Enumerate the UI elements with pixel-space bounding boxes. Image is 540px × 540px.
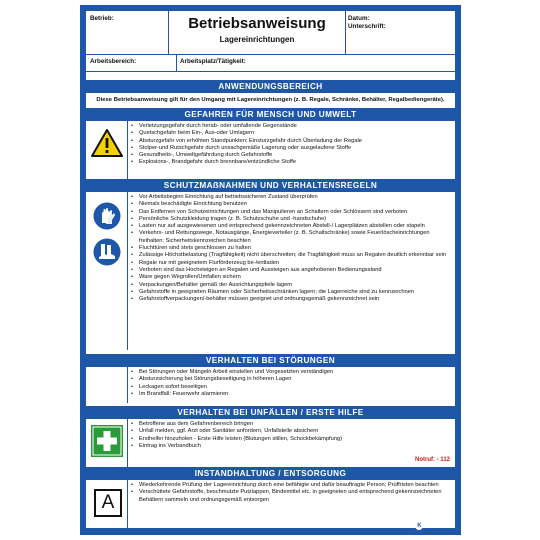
- anwendung-title: ANWENDUNGSBEREICH: [86, 80, 455, 93]
- header-vdivider: [176, 54, 177, 71]
- page-subtitle: Lagereinrichtungen: [219, 35, 295, 44]
- list-item: • Unfall melden, ggf. Arzt oder Sanitäter anfordern, Unfallstelle absichern: [131, 428, 451, 435]
- list-item: • Vor Arbeitsbeginn Einrichtung auf betriebssicheren Zustand überprüfen: [131, 194, 451, 201]
- list-item: • Verschüttete Gefahrstoffe, beschmutzte Putzlappen, Bindemittel etc. in geeigneten und entsprechend gekennzeichneten Behältern sammeln und ordnungsgemäß entsorgen: [131, 489, 451, 504]
- list-item: • Gesundheits-, Umweltgefährdung durch Gefahrstoffe: [131, 152, 451, 159]
- instruction-board: [80, 5, 461, 535]
- gloves-icon: [93, 202, 121, 230]
- boots-icon: [93, 238, 121, 266]
- list-item: • Absturzsicherung bei Störungsbeseitigung in höheren Lagen: [131, 376, 451, 383]
- instandhaltung-title: INSTANDHALTUNG / ENTSORGUNG: [86, 467, 455, 480]
- notruf-label: Notruf: - 112: [414, 457, 450, 463]
- logo-badge: K: [417, 523, 422, 529]
- first-aid-icon: [91, 425, 123, 457]
- unfaelle-divider: [127, 419, 128, 467]
- schutz-section: [86, 192, 455, 350]
- unterschrift-label: Unterschrift:: [348, 23, 386, 30]
- list-item: • Leckagen sofort beseitigen: [131, 384, 451, 391]
- list-item: • Im Brandfall: Feuerwehr alarmieren: [131, 391, 451, 398]
- brand-logo: [415, 522, 455, 530]
- gefahren-section: [86, 121, 455, 179]
- list-item: • Absturzgefahr von erhöhten Standpunkten; Einsturzgefahr durch Überladung der Regale: [131, 138, 451, 145]
- instandhaltung-text: [131, 482, 451, 504]
- betrieb-label: Betrieb:: [90, 15, 114, 22]
- list-item: • Ersthelfer hinzuholen - Erste Hilfe leisten (Blutungen stillen, Schockbekämpfung): [131, 436, 451, 443]
- list-item: • Explosions-, Brandgefahr durch brennbare/entzündliche Stoffe: [131, 159, 451, 166]
- schutz-divider: [127, 192, 128, 350]
- list-item: • Betroffene aus dem Gefahrenbereich bringen: [131, 421, 451, 428]
- instandhaltung-divider: [127, 480, 128, 528]
- list-item: • Verkehrs- und Rettungswege, Notausgänge, Energieverteiler (z. B. Schaltschränke) sowie Feuerlöscheinrichtungen freihalten; Sicherheitskennzeichen beachten: [131, 230, 451, 245]
- unfaelle-title: VERHALTEN BEI UNFÄLLEN / ERSTE HILFE: [86, 406, 455, 419]
- unfaelle-text: [131, 421, 451, 450]
- stoerungen-divider: [127, 367, 128, 403]
- list-item: • Ware gegen Wegrollen/Umfallen sichern: [131, 274, 451, 281]
- list-item: • Niemals beschädigte Einrichtung benutzen: [131, 201, 451, 208]
- header-divider: [86, 54, 455, 55]
- schutz-text: [131, 194, 451, 303]
- gefahren-title: GEFAHREN FÜR MENSCH UND UMWELT: [86, 108, 455, 121]
- page-title: Betriebsanweisung: [188, 15, 326, 32]
- list-item: • Verletzungsgefahr durch herab- oder umfallende Gegenstände: [131, 123, 451, 130]
- list-item: • Regale nur mit geeignetem Flurförderzeug be-/entladen: [131, 260, 451, 267]
- warning-icon: [91, 129, 123, 157]
- list-item: • Lasten nur auf ausgewiesenen und entsprechend gekennzeichneten Abstell-/ Lagerplätzen abstellen oder stapeln: [131, 223, 451, 230]
- list-item: • Eintrag ins Verbandbuch: [131, 443, 451, 450]
- schutz-title: SCHUTZMAẞNAHMEN UND VERHALTENSREGELN: [86, 179, 455, 192]
- list-item: • Bei Störungen oder Mängeln Arbeit einstellen und Vorgesetzten verständigen: [131, 369, 451, 376]
- title-box: [168, 11, 346, 54]
- list-item: • Wiederkehrende Prüfung der Lagereinrichtung durch eine befähigte und dafür beauftragte Person; Prüffristen beachten: [131, 482, 451, 489]
- logo-text: Kroschke: [425, 522, 455, 530]
- arbeitsbereich-label: Arbeitsbereich:: [90, 58, 137, 65]
- list-item: • Verboten sind das Hochsteigen an Regalen und Aussteigen aus angehobenen Bedienungsstand: [131, 267, 451, 274]
- stoerungen-title: VERHALTEN BEI STÖRUNGEN: [86, 354, 455, 367]
- stoerungen-section: [86, 367, 455, 403]
- list-item: • Stolper-und Rutschgefahr durch unsachgemäße Lagerung oder ausgelaufene Stoffe: [131, 145, 451, 152]
- instandhaltung-section: [86, 480, 455, 528]
- list-item: • Zulässige Höchstbelastung (Tragfähigkeit) nicht überschreiten; die Tragfähigkeit muss an Regalen deutlich erkennbar sein: [131, 252, 451, 259]
- list-item: • Gefahrstoffverpackungen/-behälter müssen geeignet und ordnungsgemäß gekennzeichnet sein: [131, 296, 451, 303]
- gefahren-divider: [127, 121, 128, 179]
- list-item: • Quetschgefahr beim Ein-, Aus-oder Umlagern: [131, 130, 451, 137]
- list-item: • Persönliche Schutzkleidung tragen (z. B. Schutzschuhe und -handschuhe): [131, 216, 451, 223]
- anwendung-text: Diese Betriebsanweisung gilt für den Umgang mit Lagereinrichtungen (z. B. Regale, Schränke, Behälter, Regalbediengeräte).: [96, 97, 445, 103]
- list-item: • Das Entfernen von Schutzeinrichtungen und das Manipulieren an Schaltern oder Schlössern sind verboten: [131, 209, 451, 216]
- list-item: • Verpackungen/Behälter gemäß der Ausrichtungspfeile lagern: [131, 282, 451, 289]
- header: [86, 11, 455, 72]
- gefahren-text: [131, 123, 451, 167]
- stoerungen-text: [131, 369, 451, 398]
- letter-a-icon: A: [94, 489, 122, 517]
- unfaelle-section: [86, 419, 455, 467]
- board-inner: [86, 11, 455, 528]
- list-item: • Gefahrstoffe in geeigneten Räumen oder Sicherheitsschränken lagern; die Lagerreiche sind zu kennzeichnen: [131, 289, 451, 296]
- datum-label: Datum:: [348, 15, 370, 22]
- arbeitsplatz-label: Arbeitsplatz/Tätigkeit:: [180, 58, 246, 65]
- list-item: • Fluchttüren sind stets geschlossen zu halten: [131, 245, 451, 252]
